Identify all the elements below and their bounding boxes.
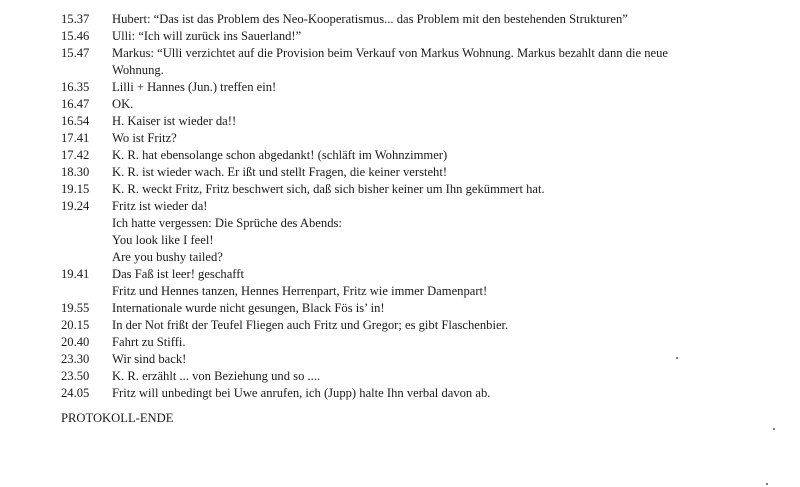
entry-time: 15.47: [61, 46, 90, 60]
entry-time: 20.40: [61, 335, 90, 349]
entry-time: 23.30: [61, 352, 90, 366]
log-entry: [61, 79, 781, 96]
entry-text: Fritz will unbedingt bei Uwe anrufen, ich (Jupp) halte Ihn verbal davon ab.: [112, 386, 491, 400]
entry-time: 16.54: [61, 114, 90, 128]
log-entry: [61, 300, 781, 317]
entry-time: 19.24: [61, 199, 90, 213]
log-entry: [61, 45, 781, 79]
entry-text: K. R. hat ebensolange schon abgedankt! (schläft im Wohnzimmer): [112, 148, 448, 162]
log-entry: [61, 96, 781, 113]
entry-time: 17.42: [61, 148, 90, 162]
scan-speck: [766, 483, 768, 485]
protocol-end: PROTOKOLL-ENDE: [61, 411, 174, 425]
log-entry: [61, 113, 781, 130]
entry-text: Markus: “Ulli verzichtet auf die Provision beim Verkauf von Markus Wohnung. Markus bezahlt dann die neue Wohnung.: [112, 46, 669, 77]
entry-text: Fahrt zu Stiffi.: [112, 335, 186, 349]
log-entry: [61, 385, 781, 402]
log-entry: [61, 198, 781, 266]
log-entry: [61, 368, 781, 385]
entry-text: Hubert: “Das ist das Problem des Neo-Kooperatismus... das Problem mit den bestehenden Strukturen”: [112, 12, 628, 26]
entry-text: In der Not frißt der Teufel Fliegen auch Fritz und Gregor; es gibt Flaschenbier.: [112, 318, 509, 332]
entry-text: Lilli + Hannes (Jun.) treffen ein!: [112, 80, 277, 94]
log-entry: [61, 28, 781, 45]
entry-time: 17.41: [61, 131, 90, 145]
log-entry: [61, 147, 781, 164]
entry-text: H. Kaiser ist wieder da!!: [112, 114, 237, 128]
log-entry: [61, 317, 781, 334]
entry-time: 15.46: [61, 29, 90, 43]
entry-time: 18.30: [61, 165, 90, 179]
entry-time: 23.50: [61, 369, 90, 383]
scan-speck: [773, 428, 775, 430]
entry-text: Wo ist Fritz?: [112, 131, 177, 145]
entry-time: 19.55: [61, 301, 90, 315]
entry-time: 16.47: [61, 97, 90, 111]
entry-time: 15.37: [61, 12, 90, 26]
log-entry: [61, 181, 781, 198]
log-entry: [61, 164, 781, 181]
entry-time: 20.15: [61, 318, 90, 332]
log-entry: [61, 11, 781, 28]
entry-text: Das Faß ist leer! geschafft Fritz und Hennes tanzen, Hennes Herrenpart, Fritz wie immer Damenpart!: [112, 267, 488, 298]
scan-speck: [676, 357, 678, 359]
entry-time: 16.35: [61, 80, 90, 94]
log-entry: [61, 334, 781, 351]
entry-text: Fritz ist wieder da! Ich hatte vergessen: Die Sprüche des Abends: You look like I feel! Are you bushy tailed?: [112, 199, 342, 264]
entry-text: OK.: [112, 97, 134, 111]
log-entry: [61, 351, 781, 368]
entry-text: Wir sind back!: [112, 352, 187, 366]
protocol-log: [61, 11, 781, 402]
entry-time: 19.41: [61, 267, 90, 281]
log-entry: [61, 130, 781, 147]
log-entry: [61, 266, 781, 300]
entry-text: K. R. ist wieder wach. Er ißt und stellt Fragen, die keiner versteht!: [112, 165, 448, 179]
entry-text: Ulli: “Ich will zurück ins Sauerland!”: [112, 29, 302, 43]
entry-text: K. R. erzählt ... von Beziehung und so ....: [112, 369, 321, 383]
entry-text: Internationale wurde nicht gesungen, Black Fös is’ in!: [112, 301, 385, 315]
entry-time: 19.15: [61, 182, 90, 196]
entry-time: 24.05: [61, 386, 90, 400]
entry-text: K. R. weckt Fritz, Fritz beschwert sich, daß sich bisher keiner um Ihn gekümmert hat.: [112, 182, 545, 196]
